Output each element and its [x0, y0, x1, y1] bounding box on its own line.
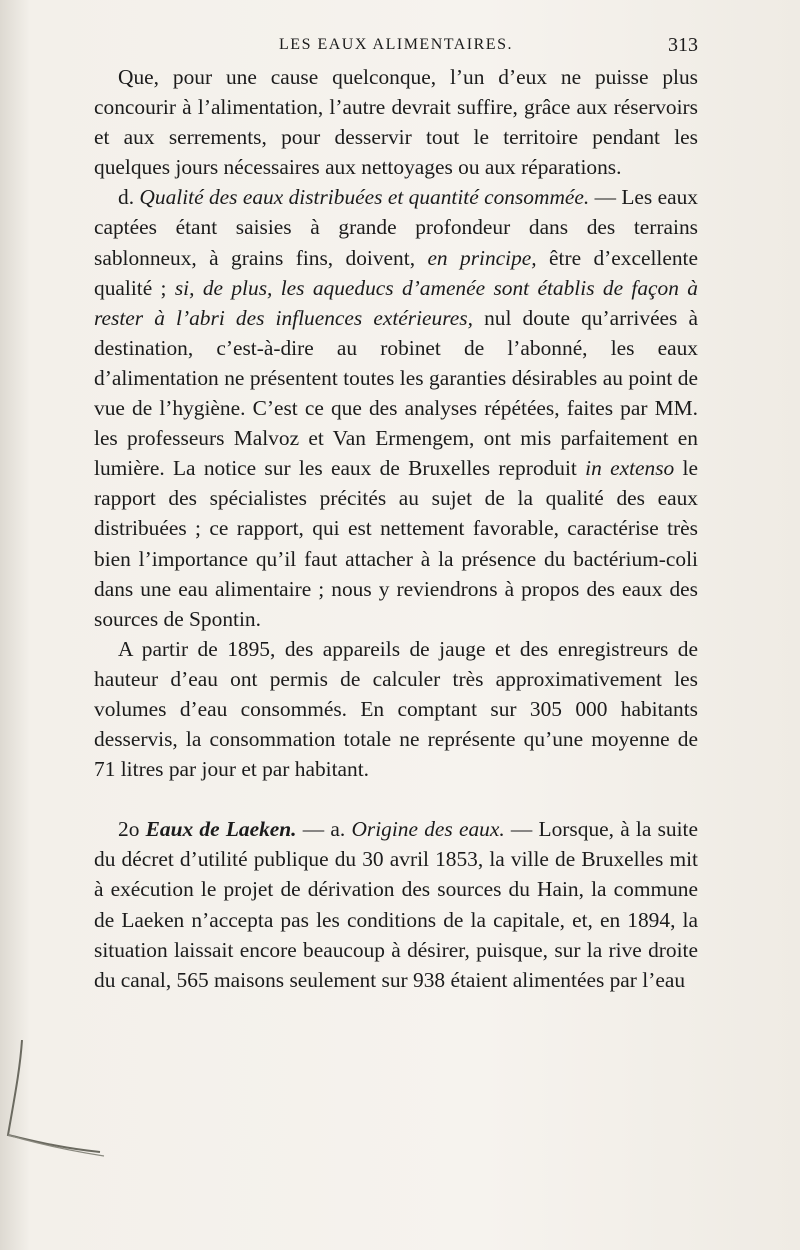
section-number: 2o: [118, 817, 140, 842]
emphasis: si, de plus, les aqueducs d’amenée sont établis de façon à rester à l’abri des influences extérieures,: [94, 275, 698, 330]
text-run: — Lorsque, à la suite du décret d’utilité publique du 30 avril 1853, la ville de Bruxelles mit à exécution le projet de dérivation des sources du Hain, la commune de Laeken n’accepta pas les conditions de la capitale, et, en 1894, la situation laissait encore beaucoup à désirer, puisque, sur la rive droite du canal, 565 maisons seulement sur 938 étaient alimentées par l’eau: [94, 817, 698, 992]
emphasis: en principe,: [427, 245, 537, 270]
page-number: 313: [668, 34, 698, 56]
emphasis: in extenso: [585, 456, 675, 481]
section-heading: Eaux de Laeken.: [145, 817, 297, 842]
emphasis: Origine des eaux.: [351, 817, 505, 842]
paragraph-4: [94, 814, 698, 995]
paragraph-1: Que, pour une cause quelconque, l’un d’eux ne puisse plus concourir à l’alimentation, l’autre devrait suffire, grâce aux réservoirs et aux serrements, pour desservir tout le territoire pendant les quelques jours nécessaires aux nettoyages ou aux réparations.: [94, 65, 698, 180]
paragraph-3: A partir de 1895, des appareils de jauge et des enregistreurs de hauteur d’eau ont permis de calculer très approximativement les volumes d’eau consommés. En comptant sur 305 000 habitants desservis, la consommation totale ne représente qu’une moyenne de 71 litres par jour et par habitant.: [94, 636, 698, 782]
text-run: — Les eaux captées étant saisies à grande profondeur dans des terrains sablonneux, à grains fins, doivent,: [94, 185, 698, 270]
text-run: nul doute qu’arrivées à destination, c’est-à-dire au robinet de l’abonné, les eaux d’alimentation ne présentent toutes les garanties désirables au point de vue de l’hygiène. C’est ce que des analyses répétées, faites par MM. les professeurs Malvoz et Van Ermengem, ont mis parfaitement en lumière. La notice sur les eaux de Bruxelles reproduit: [94, 305, 698, 481]
body-text: [94, 62, 698, 995]
text-run: être d’excellente qualité ;: [94, 245, 698, 300]
binding-thread: [0, 1040, 110, 1170]
text-run: — a.: [296, 817, 352, 842]
page-header: [94, 34, 698, 58]
section-heading: Qualité des eaux distribuées et quantité consommée.: [139, 185, 590, 210]
section-label: d.: [118, 185, 135, 210]
running-title: LES EAUX ALIMENTAIRES.: [279, 36, 513, 53]
paragraph-2: [94, 182, 698, 633]
text-run: le rapport des spécialistes précités au sujet de la qualité des eaux distribuées ; ce rapport, qui est nettement favorable, caractérise très bien l’importance qu’il faut attacher à la présence du bactérium-coli dans une eau alimentaire ; nous y reviendrons à propos des eaux des sources de Spontin.: [94, 456, 698, 631]
